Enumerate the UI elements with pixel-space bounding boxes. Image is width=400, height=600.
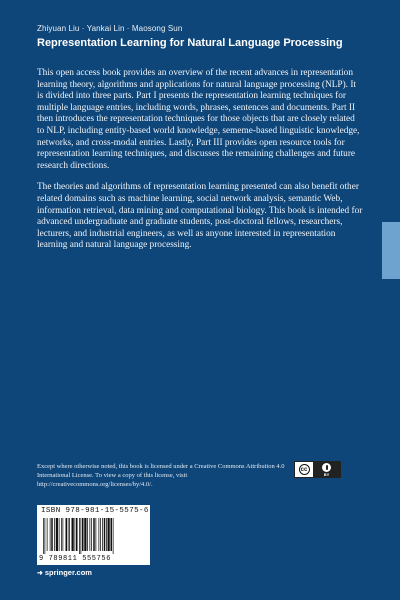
barcode-bar <box>51 518 53 551</box>
barcode-bar <box>90 518 91 551</box>
barcode-bar <box>93 518 95 551</box>
barcode-bar <box>68 518 69 551</box>
barcode-digits: 9 789811 555756 <box>39 555 112 563</box>
barcode-bar <box>81 518 82 554</box>
barcode-block <box>37 505 150 565</box>
barcode-bar <box>96 518 97 551</box>
barcode-bar <box>63 518 64 551</box>
blurb <box>37 68 363 262</box>
barcode-bar <box>84 518 86 551</box>
barcode-bar <box>104 518 106 551</box>
barcode-bar <box>61 518 62 551</box>
barcode-bar <box>99 518 100 551</box>
isbn-text: ISBN 978-981-15-5575-6 <box>41 507 149 515</box>
book-title: Representation Learning for Natural Language Processing <box>37 37 343 49</box>
publisher-link[interactable] <box>37 568 92 577</box>
barcode-bar <box>100 518 101 551</box>
barcode-bar <box>87 518 88 551</box>
barcode-bar <box>79 518 80 554</box>
license-notice: Except where otherwise noted, this book is licensed under a Creative Commons Attribution 4.0 International License. To view a copy of this license, visit http://creativecommons.org/licenses/by/4.0/. <box>37 463 285 488</box>
barcode-bar <box>113 518 114 554</box>
barcode-bar <box>54 518 55 551</box>
barcode-bar <box>66 518 68 551</box>
authors-line: Zhiyuan Liu · Yankai Lin · Maosong Sun <box>37 24 183 33</box>
cc-by-badge <box>294 461 341 478</box>
barcode-bar <box>72 518 74 551</box>
blurb-paragraph: This open access book provides an overview of the recent advances in representation learning theory, algorithms and applications for natural language processing (NLP). It is divided into three parts. Part I presents the representation learning techniques for multiple language entries, including words, phrases, sentences and documents. Part II then introduces the representation techniques for those objects that are closely related to NLP, including entity-based world knowledge, sememe-based linguistic knowledge, networks, and cross-modal entries. Lastly, Part III provides open resource tools for representation learning techniques, and discusses the remaining challenges and future research directions. <box>37 68 360 171</box>
publisher-url: springer.com <box>44 568 92 577</box>
barcode-bar <box>50 518 51 551</box>
cc-icon: cc <box>299 464 310 475</box>
barcode-bar <box>108 518 110 551</box>
barcode-bar <box>45 518 46 554</box>
arrow-right-icon: ➜ <box>37 569 43 577</box>
by-label: BY <box>323 471 330 477</box>
barcode-bar <box>111 518 113 551</box>
barcode-bar <box>75 518 76 551</box>
barcode-bar <box>56 518 58 551</box>
barcode-bar <box>106 518 107 551</box>
barcode-bar <box>102 518 103 551</box>
barcode-bar <box>91 518 92 551</box>
barcode-bar <box>76 518 78 551</box>
attribution-icon <box>322 463 331 472</box>
barcode-bar <box>59 518 60 551</box>
barcode-bar <box>69 518 70 551</box>
barcode-icon <box>43 518 143 554</box>
blurb-paragraph: The theories and algorithms of representation learning presented can also benefit other related domains such as machine learning, social network analysis, semantic Web, information retrieval, data mining and computational biology. This book is intended for advanced undergraduate and graduate students, post-doctoral fellows, researchers, lecturers, and industrial engineers, as well as anyone interested in representation learning and natural language processing. <box>37 182 363 251</box>
barcode-bar <box>82 518 84 551</box>
barcode-bar <box>43 518 44 554</box>
side-color-tab <box>382 222 400 279</box>
barcode-bar <box>47 518 48 551</box>
